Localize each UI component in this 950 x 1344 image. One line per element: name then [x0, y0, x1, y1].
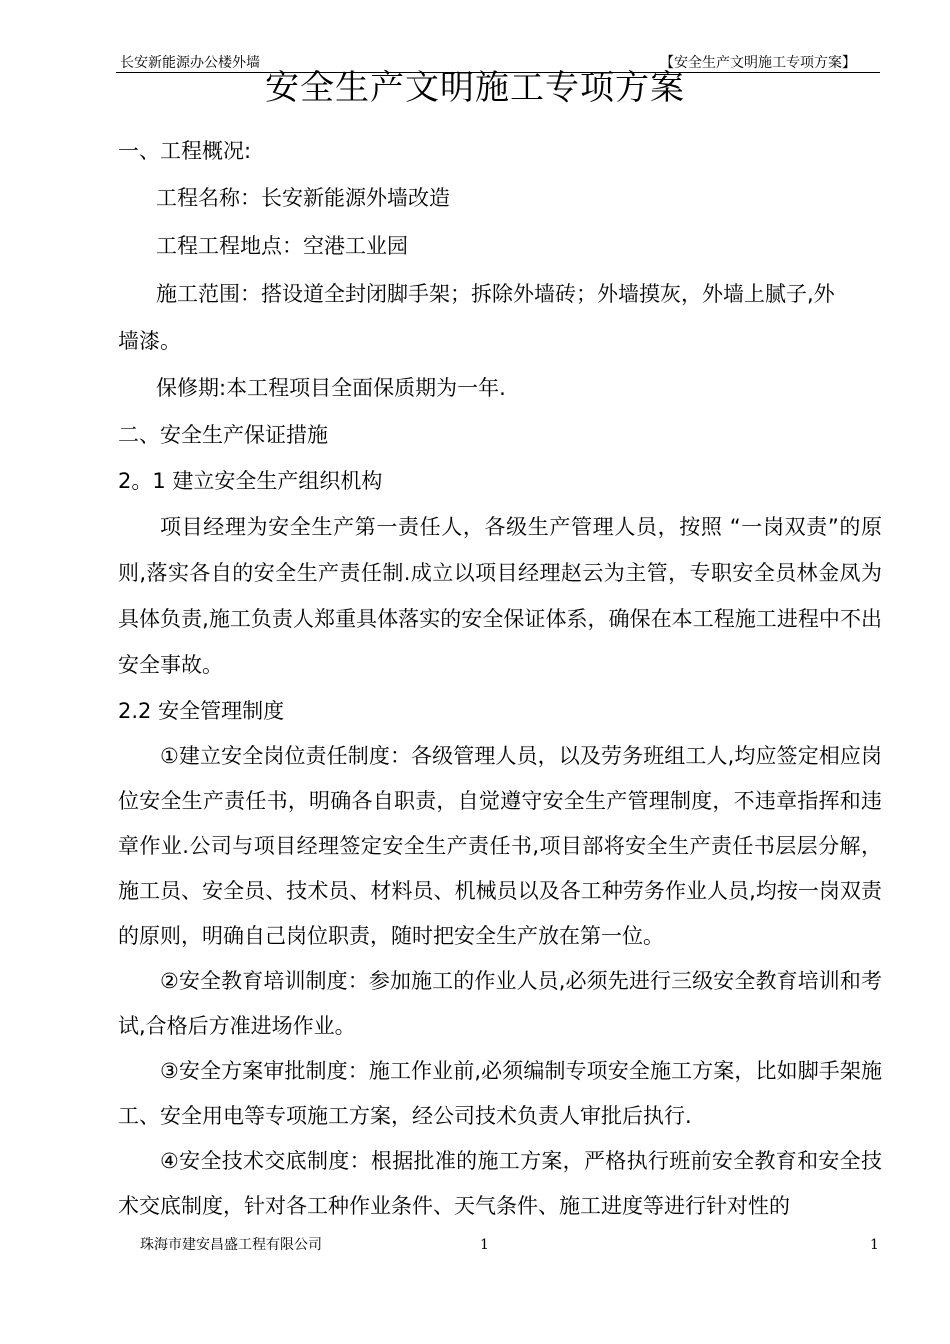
header-document-title: 【安全生产文明施工专项方案】 [660, 55, 856, 71]
construction-scope-line: 施工范围：搭设道全封闭脚手架；拆除外墙砖；外墙摸灰，外墙上腻子,外 [156, 282, 835, 306]
footer-page-number: 1 [480, 1237, 489, 1253]
management-item-responsibility: ①建立安全岗位责任制度：各级管理人员，以及劳务班组工人,均应签定相应岗位安全生产责任书，明确各自职责，自觉遵守安全生产管理制度，不违章指挥和违章作业.公司与项目经理签定安全生产责任书,项目部将安全生产责任书层层分解，施工员、安全员、技术员、材料员、机械员以及各工种劳务作业人员,均按一岗双责的原则，明确自己岗位职责，随时把安全生产放在第一位。 [118, 744, 882, 948]
footer-company: 珠海市建安昌盛工程有限公司 [140, 1237, 322, 1253]
section-heading-safety: 二、安全生产保证措施 [118, 423, 328, 447]
document-body [118, 128, 882, 1229]
management-item-training: ②安全教育培训制度：参加施工的作业人员,必须先进行三级安全教育培训和考试,合格后方准进场作业。 [118, 969, 882, 1038]
construction-scope-continuation: 墙漆。 [118, 329, 181, 353]
organization-paragraph: 项目经理为安全生产第一责任人，各级生产管理人员，按照 “一岗双责”的原则,落实各自的安全生产责任制.成立以项目经理赵云为主管，专职安全员林金凤为具体负责,施工负责人郑重具体落实的安全保证体系，确保在本工程施工进程中不出安全事故。 [118, 515, 882, 677]
footer-page-number-right: 1 [870, 1237, 879, 1253]
project-name-line: 工程名称：长安新能源外墙改造 [156, 186, 450, 210]
project-location-line: 工程工程地点：空港工业园 [156, 234, 408, 258]
section-heading-overview: 一、工程概况: [118, 139, 252, 163]
warranty-line: 保修期:本工程项目全面保质期为一年. [156, 376, 506, 400]
management-item-approval: ③安全方案审批制度：施工作业前,必须编制专项安全施工方案，比如脚手架施工、安全用电等专项施工方案，经公司技术负责人审批后执行. [118, 1059, 882, 1128]
subsection-heading-organization: 2。1 建立安全生产组织机构 [118, 469, 383, 493]
header-project-name: 长安新能源办公楼外墙 [120, 55, 260, 71]
document-title: 安全生产文明施工专项方案 [265, 68, 685, 108]
management-item-briefing: ④安全技术交底制度：根据批准的施工方案，严格执行班前安全教育和安全技术交底制度，针对各工种作业条件、天气条件、施工进度等进行针对性的 [118, 1149, 882, 1218]
subsection-heading-management: 2.2 安全管理制度 [118, 699, 285, 723]
